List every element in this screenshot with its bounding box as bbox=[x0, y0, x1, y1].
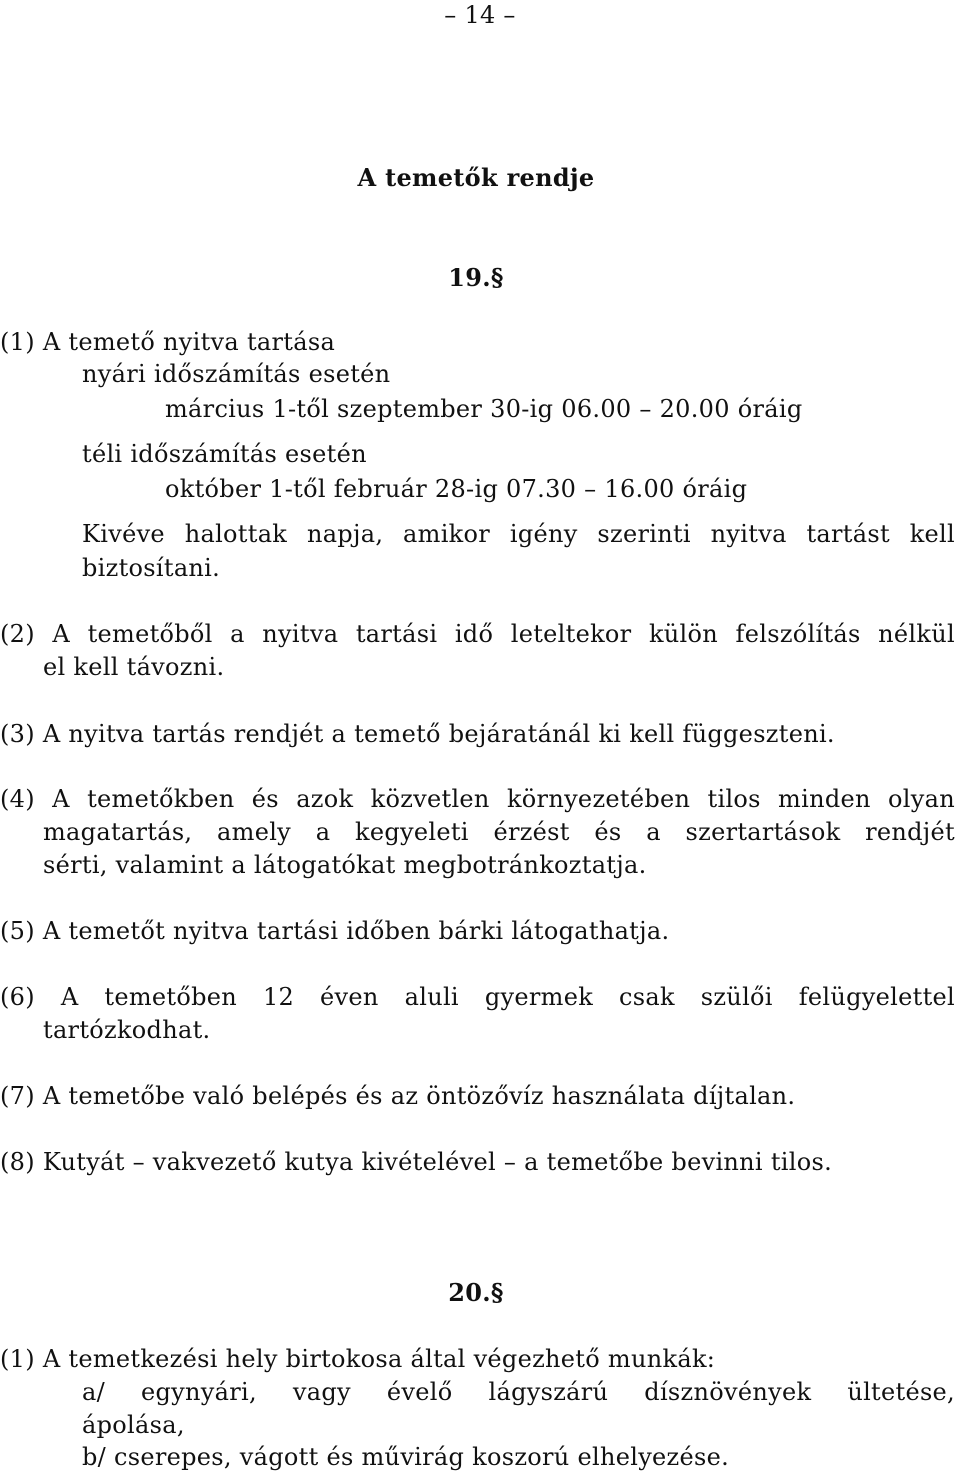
s19-p1-exception: Kivéve halottak napja, amikor igény szerinti nyitva tartást kell bbox=[82, 520, 955, 548]
s20-p1-item-a-end: ápolása, bbox=[82, 1411, 185, 1439]
section-20-heading: 20.§ bbox=[448, 1278, 504, 1307]
s19-p1-summer-label: nyári időszámítás esetén bbox=[82, 360, 391, 388]
s19-p2-line1: (2) A temetőből a nyitva tartási idő leteltekor külön felszólítás nélkül bbox=[0, 620, 955, 648]
s19-p5: (5) A temetőt nyitva tartási időben bárki látogathatja. bbox=[0, 917, 670, 945]
s20-p1-item-b: b/ cserepes, vágott és művirág koszorú elhelyezése. bbox=[82, 1443, 730, 1471]
s19-p1-winter-hours: október 1-től február 28-ig 07.30 – 16.00 óráig bbox=[165, 475, 748, 503]
s19-p4-line3: sérti, valamint a látogatókat megbotránkoztatja. bbox=[43, 851, 647, 879]
s19-p7: (7) A temetőbe való belépés és az öntözővíz használata díjtalan. bbox=[0, 1082, 796, 1110]
s20-p1-item-a: a/ egynyári, vagy évelő lágyszárú dísznövények ültetése, bbox=[82, 1378, 955, 1406]
s19-p6-line2: tartózkodhat. bbox=[43, 1016, 211, 1044]
s19-p4-line2: magatartás, amely a kegyeleti érzést és a szertartások rendjét bbox=[43, 818, 955, 846]
s19-p2-line2: el kell távozni. bbox=[43, 653, 225, 681]
s19-p1-intro: (1) A temető nyitva tartása bbox=[0, 328, 336, 356]
s19-p1-winter-label: téli időszámítás esetén bbox=[82, 440, 367, 468]
chapter-title: A temetők rendje bbox=[357, 163, 595, 192]
s19-p1-exception-end: biztosítani. bbox=[82, 554, 221, 582]
s19-p1-summer-hours: március 1-től szeptember 30-ig 06.00 – 20.00 óráig bbox=[165, 395, 803, 423]
section-19-heading: 19.§ bbox=[448, 263, 504, 292]
page-number: – 14 – bbox=[444, 1, 516, 29]
s20-p1-intro: (1) A temetkezési hely birtokosa által végezhető munkák: bbox=[0, 1345, 716, 1373]
s19-p3: (3) A nyitva tartás rendjét a temető bejáratánál ki kell függeszteni. bbox=[0, 720, 835, 748]
s19-p4-line1: (4) A temetőkben és azok közvetlen környezetében tilos minden olyan bbox=[0, 785, 955, 813]
s19-p8: (8) Kutyát – vakvezető kutya kivételével – a temetőbe bevinni tilos. bbox=[0, 1148, 833, 1176]
s19-p6-line1: (6) A temetőben 12 éven aluli gyermek csak szülői felügyelettel bbox=[0, 983, 955, 1011]
